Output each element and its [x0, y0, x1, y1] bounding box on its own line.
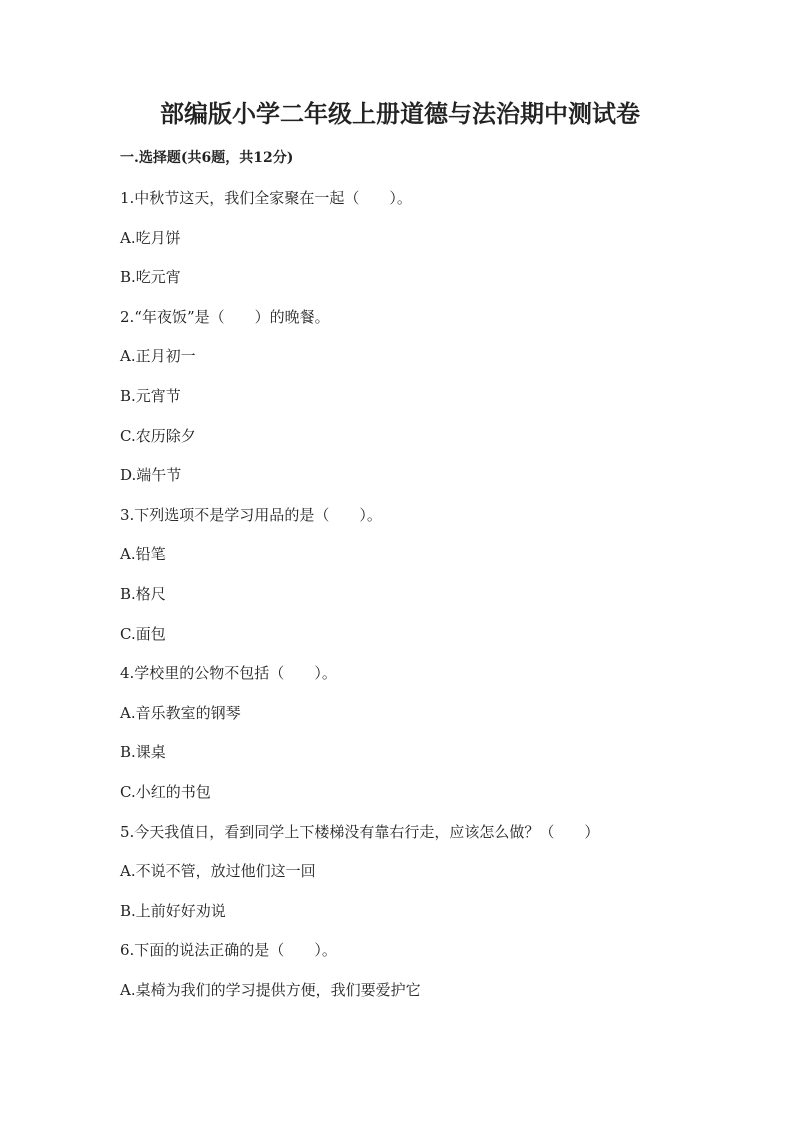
question-5-option-b: B.上前好好劝说	[120, 902, 226, 920]
question-4-stem: 4.学校里的公物不包括（ ）。	[120, 664, 337, 682]
section-heading: 一.选择题(共6题，共12分)	[120, 150, 294, 166]
question-3-stem: 3.下列选项不是学习用品的是（ ）。	[120, 506, 382, 524]
question-2-stem: 2.“年夜饭”是（ ）的晚餐。	[120, 308, 330, 326]
page-title: 部编版小学二年级上册道德与法治期中测试卷	[160, 99, 640, 128]
question-2-option-a: A.正月初一	[120, 347, 196, 365]
question-2-option-c: C.农历除夕	[120, 427, 196, 445]
question-1-stem: 1.中秋节这天，我们全家聚在一起（ ）。	[120, 189, 412, 207]
question-6-stem: 6.下面的说法正确的是（ ）。	[120, 941, 337, 959]
question-2-option-b: B.元宵节	[120, 387, 181, 405]
question-3-option-c: C.面包	[120, 625, 166, 643]
question-1-option-b: B.吃元宵	[120, 268, 181, 286]
question-4-option-c: C.小红的书包	[120, 783, 211, 801]
question-4-option-b: B.课桌	[120, 743, 166, 761]
question-5-stem: 5.今天我值日，看到同学上下楼梯没有靠右行走，应该怎么做？（ ）	[120, 823, 600, 841]
question-3-option-a: A.铅笔	[120, 545, 166, 563]
question-5-option-a: A.不说不管，放过他们这一回	[120, 862, 316, 880]
question-6-option-a: A.桌椅为我们的学习提供方便，我们要爱护它	[120, 981, 421, 999]
question-3-option-b: B.格尺	[120, 585, 166, 603]
question-4-option-a: A.音乐教室的钢琴	[120, 704, 241, 722]
question-2-option-d: D.端午节	[120, 466, 182, 484]
question-1-option-a: A.吃月饼	[120, 229, 181, 247]
